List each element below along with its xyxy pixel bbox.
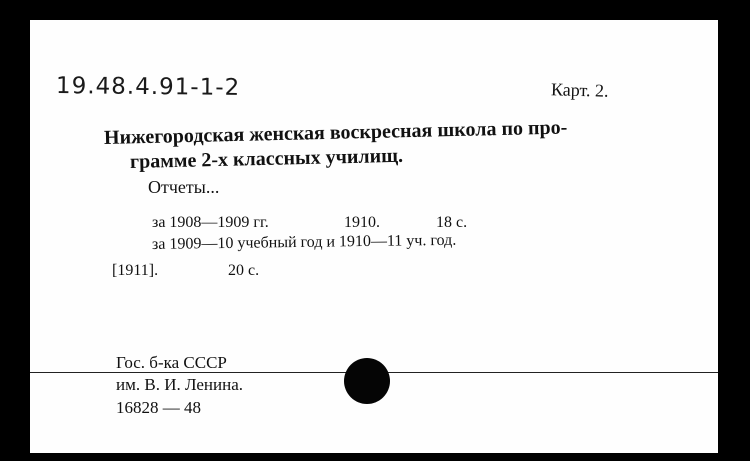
title-line-1: Нижегородская женская воскресная школа по про- bbox=[103, 116, 568, 149]
entry-1-year: 1910. bbox=[344, 214, 380, 231]
library-line-1: Гос. б-ка СССР bbox=[116, 353, 227, 372]
entry-1-period: за 1908—1909 гг. bbox=[152, 214, 269, 231]
card-number: Карт. 2. bbox=[550, 79, 609, 101]
entry-3-year: [1911]. bbox=[112, 262, 159, 279]
punch-hole bbox=[344, 358, 390, 404]
library-line-2: им. В. И. Ленина. bbox=[116, 375, 244, 394]
entry-1-pages: 18 с. bbox=[436, 214, 468, 231]
catalog-card bbox=[30, 20, 718, 453]
title-line-2: грамме 2-х классных училищ. bbox=[129, 144, 404, 173]
library-line-3: 16828 — 48 bbox=[116, 398, 201, 417]
shelfmark: 19.48.4.91-1-2 bbox=[55, 73, 241, 101]
entry-3-pages: 20 с. bbox=[228, 262, 260, 279]
entry-2-period: за 1909—10 учебный год и 1910—11 уч. год. bbox=[151, 231, 457, 253]
subtitle: Отчеты... bbox=[148, 177, 220, 197]
